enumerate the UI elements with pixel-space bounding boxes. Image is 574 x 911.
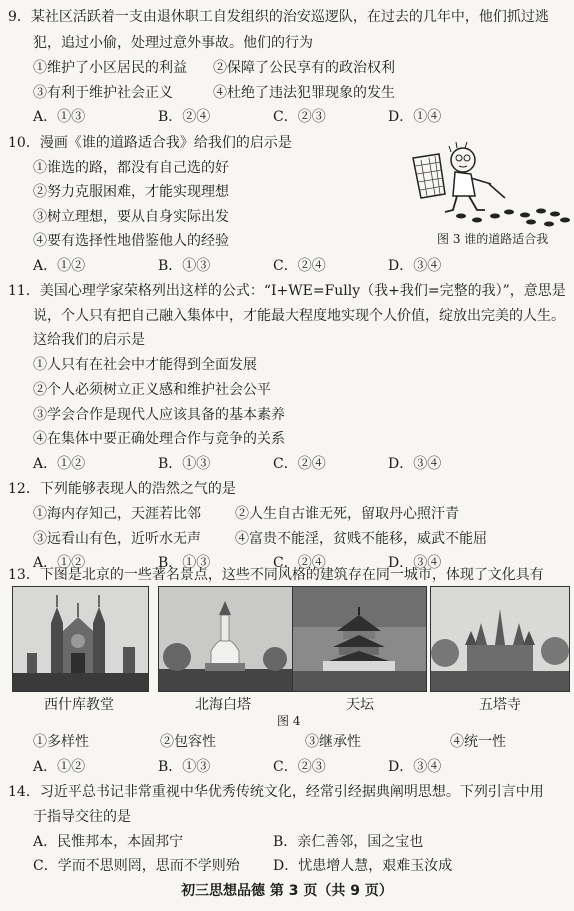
q10-option-c[interactable]: C．②④ <box>273 258 326 274</box>
q9-statement-4: ④杜绝了违法犯罪现象的发生 <box>213 85 395 101</box>
cartoon-figure-illustration <box>405 140 573 228</box>
q13-option-b[interactable]: B．①③ <box>158 759 211 775</box>
q13-statement-4: ④统一性 <box>450 734 506 750</box>
q9-statement-3: ③有利于维护社会正义 <box>33 85 173 101</box>
q10-statement-4: ④要有选择性地借鉴他人的经验 <box>33 233 229 249</box>
q13-statement-2: ②包容性 <box>160 734 216 750</box>
q11-option-d[interactable]: D．③④ <box>388 456 442 472</box>
q9-option-d[interactable]: D．①④ <box>388 109 442 125</box>
q10-option-d[interactable]: D．③④ <box>388 258 442 274</box>
q13-statement-3: ③继承性 <box>305 734 361 750</box>
q14-option-c[interactable]: C．学而不思则罔，思而不学则殆 <box>33 858 240 874</box>
photo-wuta-temple <box>430 586 570 692</box>
q14-option-a[interactable]: A．民惟邦本，本固邦宁 <box>33 834 184 850</box>
q11-statement-4: ④在集体中要正确处理合作与竞争的关系 <box>33 431 285 447</box>
q10-option-b[interactable]: B．①③ <box>158 258 211 274</box>
photo-xishiku-church <box>12 586 149 692</box>
q12-option-d[interactable]: D．③④ <box>388 555 442 571</box>
q11-statement-3: ③学会合作是现代人应该具备的基本素养 <box>33 407 285 423</box>
caption-wuta-temple: 五塔寺 <box>479 697 521 713</box>
q12-statement-4: ④富贵不能淫，贫贱不能移，威武不能屈 <box>235 531 487 547</box>
q11-option-c[interactable]: C．②④ <box>273 456 326 472</box>
q9-option-c[interactable]: C．②③ <box>273 109 326 125</box>
q12-statement-1: ①海内存知己，天涯若比邻 <box>33 506 201 522</box>
q11-option-a[interactable]: A．①② <box>33 456 86 472</box>
q14-option-b[interactable]: B．亲仁善邻，国之宝也 <box>273 834 424 850</box>
q10-option-a[interactable]: A．①② <box>33 258 86 274</box>
q9-stem-line1: 9．某社区活跃着一支由退休职工自发组织的治安巡逻队，在过去的几年中，他们抓过逃 <box>8 9 549 25</box>
q9-option-a[interactable]: A．①③ <box>33 109 86 125</box>
caption-temple-of-heaven: 天坛 <box>346 697 374 713</box>
q12-stem: 12．下列能够表现人的浩然之气的是 <box>8 481 236 497</box>
q13-stem: 13．下图是北京的一些著名景点，这些不同风格的建筑存在同一城市，体现了文化具有 <box>8 567 544 583</box>
q9-option-b[interactable]: B．②④ <box>158 109 211 125</box>
q11-statement-2: ②个人必须树立正义感和维护社会公平 <box>33 382 271 398</box>
figure-3-caption: 图 3 谁的道路适合我 <box>437 232 549 246</box>
q14-stem-line2: 于指导交往的是 <box>33 809 131 825</box>
q12-option-b[interactable]: B．①③ <box>158 555 211 571</box>
photo-beihai-white-dagoba <box>158 586 293 692</box>
photo-temple-of-heaven <box>292 586 427 692</box>
q11-stem-line1: 11．美国心理学家荣格列出这样的公式：“I+WE=Fully（我+我们=完整的我）”，意思是 <box>8 283 566 299</box>
q11-stem-line3: 这给我们的启示是 <box>33 332 145 348</box>
caption-beihai-white-dagoba: 北海白塔 <box>195 697 251 713</box>
caption-xishiku-church: 西什库教堂 <box>44 697 114 713</box>
q13-option-a[interactable]: A．①② <box>33 759 86 775</box>
q13-option-c[interactable]: C．②③ <box>273 759 326 775</box>
figure-4-caption: 图 4 <box>277 714 301 728</box>
q11-stem-line2: 说，个人只有把自己融入集体中，才能最大程度地实现个人价值，绽放出完美的人生。 <box>33 308 565 324</box>
q13-statement-1: ①多样性 <box>33 734 89 750</box>
q12-statement-3: ③远看山有色，近听水无声 <box>33 531 201 547</box>
q12-statement-2: ②人生自古谁无死，留取丹心照汗青 <box>235 506 459 522</box>
q14-stem-line1: 14．习近平总书记非常重视中华优秀传统文化，经常引经据典阐明思想。下列引言中用 <box>8 784 544 800</box>
q13-option-d[interactable]: D．③④ <box>388 759 442 775</box>
q10-statement-3: ③树立理想，要从自身实际出发 <box>33 209 229 225</box>
q12-option-a[interactable]: A．①② <box>33 555 86 571</box>
q9-statement-1: ①维护了小区居民的利益 <box>33 60 187 76</box>
q9-stem-line2: 犯，追过小偷，处理过意外事故。他们的行为 <box>33 35 313 51</box>
page-footer: 初三思想品德 第 3 页（共 9 页） <box>181 883 393 899</box>
q9-statement-2: ②保障了公民享有的政治权利 <box>213 60 395 76</box>
q11-option-b[interactable]: B．①③ <box>158 456 211 472</box>
q11-statement-1: ①人只有在社会中才能得到全面发展 <box>33 357 257 373</box>
q14-option-d[interactable]: D．忧患增人慧，艰难玉汝成 <box>273 858 453 874</box>
q10-statement-2: ②努力克服困难，才能实现理想 <box>33 184 229 200</box>
q12-option-c[interactable]: C．②④ <box>273 555 326 571</box>
q10-statement-1: ①谁选的路，都没有自己选的好 <box>33 160 229 176</box>
q10-stem: 10．漫画《谁的道路适合我》给我们的启示是 <box>8 135 292 151</box>
